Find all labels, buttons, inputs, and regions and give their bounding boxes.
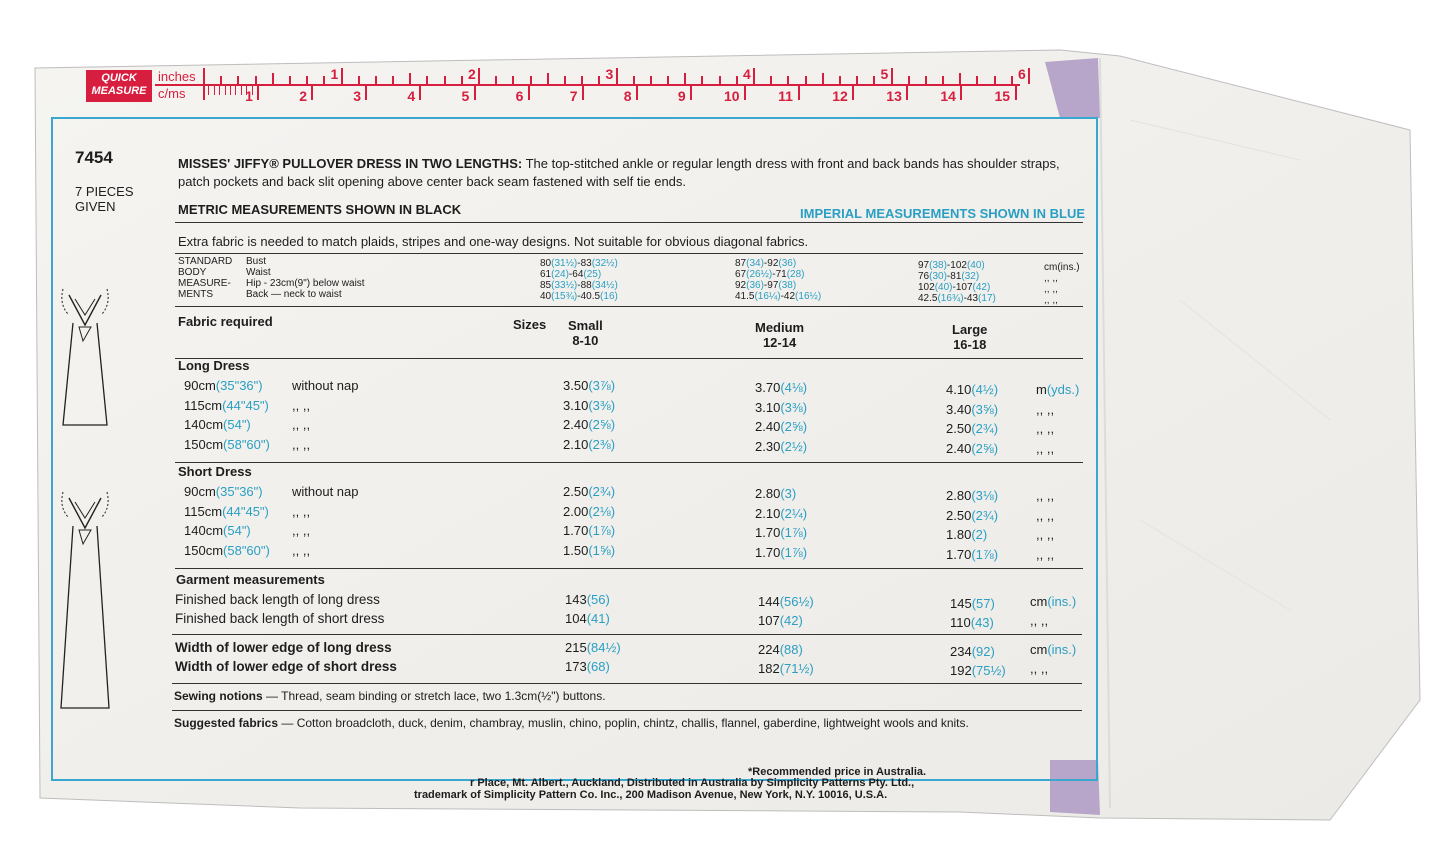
short-row-fabric-width: 115cm(44"45"): [184, 503, 269, 519]
ruler-inch-tick: [289, 76, 291, 84]
long-row-large: 4.10(4½): [946, 382, 999, 397]
long-row-medium: 3.10(3⅜): [755, 399, 808, 415]
garment-row-small: 143(56): [565, 592, 610, 607]
divider-6: [175, 568, 1083, 569]
long-row-medium: 2.30(2½): [755, 438, 808, 454]
long-row-unit: ,, ,,: [1036, 440, 1055, 456]
ruler-inch-tick: [426, 76, 428, 84]
ruler-cm-tick: [798, 86, 800, 100]
garment-heading: Garment measurements: [176, 572, 325, 587]
long-row-fabric-width: 115cm(44"45"): [184, 397, 269, 413]
ruler-cm-number: 3: [353, 88, 362, 104]
ruler-mm-tick: [208, 86, 209, 95]
short-row-nap: without nap: [292, 484, 359, 499]
ruler-inch-tick: [753, 68, 755, 84]
long-row-large: 2.40(2⅝): [946, 440, 999, 456]
garment-row-medium: 144(56½): [758, 594, 814, 609]
short-row-fabric-width: 150cm(58"60"): [184, 542, 270, 558]
body-large-values: 97(38)-102(40) 76(30)-81(32) 102(40)-107(42) 42.5(16¾)-43(17): [918, 260, 996, 304]
long-row-small: 2.40(2⅝): [563, 417, 616, 432]
imperial-note: IMPERIAL MEASUREMENTS SHOWN IN BLUE: [800, 206, 1086, 221]
ruler-inch-number: 5: [880, 66, 889, 82]
quick-measure-badge: [86, 70, 152, 102]
short-row-small: 2.00(2⅛): [563, 503, 616, 519]
ruler-inch-tick: [547, 73, 549, 84]
short-row-unit: ,, ,,: [1036, 507, 1055, 523]
divider-8: [172, 683, 1082, 684]
ruler-cm-tick: [960, 86, 962, 100]
ruler-baseline: [155, 84, 1020, 86]
short-row-nap: ,, ,,: [292, 503, 311, 519]
short-row-large: 1.70(1⅞): [946, 546, 999, 562]
garment-row-label: Finished back length of long dress: [175, 592, 380, 607]
width-row-small: 173(68): [565, 659, 610, 674]
ruler-inch-tick: [237, 76, 239, 84]
long-row-small: 3.50(3⅞): [563, 378, 616, 393]
ruler-inch-number: 6: [1018, 66, 1026, 82]
ruler-cm-tick: [744, 86, 746, 100]
ruler-inch-tick: [959, 73, 961, 84]
long-row-fabric-width: 90cm(35"36"): [184, 378, 263, 393]
divider-9: [172, 710, 1082, 711]
long-dress-heading: Long Dress: [178, 358, 250, 373]
pieces-count: 7 PIECES: [75, 184, 134, 199]
short-row-medium: 1.70(1⅞): [755, 544, 808, 560]
ruler-inch-tick: [822, 73, 824, 84]
short-row-unit: ,, ,,: [1036, 546, 1055, 562]
width-row-small: 215(84½): [565, 640, 621, 655]
price-note: *Recommended price in Australia.: [748, 766, 927, 778]
ruler-inch-tick: [255, 76, 257, 84]
ruler-cm-number: 13: [886, 88, 902, 104]
short-row-medium: 2.80(3): [755, 486, 797, 501]
ruler-inch-tick: [736, 76, 738, 84]
ruler-inch-tick: [444, 76, 446, 84]
ruler-inch-tick: [598, 76, 600, 84]
ruler-inch-tick: [341, 68, 343, 84]
ruler-inch-tick: [203, 68, 205, 84]
long-dress-sketch: [55, 285, 115, 445]
ruler-inch-tick: [461, 76, 463, 84]
ruler-cm-tick: [311, 86, 313, 100]
long-row-large: 2.50(2¾): [946, 421, 999, 436]
fabric-required-heading: Fabric required: [178, 314, 273, 329]
ruler-cm-tick: [257, 86, 259, 100]
body-measure-names: Bust Waist Hip - 23cm(9") below waist Back — neck to waist: [246, 256, 365, 300]
short-row-large: 1.80(2): [946, 527, 988, 542]
ruler-inch-tick: [358, 76, 360, 84]
pattern-number: 7454: [75, 148, 113, 167]
ruler-cm-tick: [365, 86, 367, 100]
size-small: Small 8-10: [568, 318, 603, 348]
ruler-inch-tick: [684, 73, 686, 84]
width-row-label: Width of lower edge of short dress: [175, 659, 397, 674]
ruler-inch-tick: [891, 68, 893, 84]
ruler-inch-tick: [1028, 68, 1030, 84]
long-row-nap: ,, ,,: [292, 417, 311, 432]
short-dress-heading: Short Dress: [178, 464, 252, 479]
ruler-cm-number: 11: [778, 88, 793, 104]
garment-row-large: 145(57): [950, 596, 995, 611]
garment-row-unit: ,, ,,: [1030, 613, 1049, 628]
pieces-given: GIVEN: [75, 199, 116, 214]
ruler-inch-tick: [220, 76, 222, 84]
width-row-label: Width of lower edge of long dress: [175, 640, 392, 655]
ruler-inch-tick: [650, 76, 652, 84]
ruler-cm-number: 15: [994, 88, 1011, 104]
suggested-fabrics: Suggested fabrics — Cotton broadcloth, duck, denim, chambray, muslin, chino, poplin, chintz, challis, flannel, gaberdine, lightweight wools and knits.: [174, 716, 969, 730]
measure-label: MEASURE: [91, 85, 147, 97]
standard-body-label: STANDARD BODY MEASURE- MENTS: [178, 256, 233, 300]
ruler-cm-number: 4: [407, 88, 416, 104]
metric-note: METRIC MEASUREMENTS SHOWN IN BLACK: [178, 202, 462, 217]
ruler-cm-tick: [1015, 86, 1017, 100]
ruler-inch-tick: [375, 76, 377, 84]
short-row-large: 2.50(2¾): [946, 507, 999, 523]
garment-row-small: 104(41): [565, 611, 610, 626]
long-row-fabric-width: 150cm(58"60"): [184, 436, 270, 452]
long-row-unit: ,, ,,: [1036, 421, 1055, 436]
quick-label: QUICK: [101, 72, 137, 84]
ruler-inch-tick: [272, 73, 274, 84]
ruler-cm-tick: [474, 86, 476, 100]
ruler-cm-tick: [636, 86, 638, 100]
description-title: MISSES' JIFFY® PULLOVER DRESS IN TWO LENGTHS:: [178, 156, 523, 171]
garment-row-medium: 107(42): [758, 613, 803, 628]
ruler-inch-tick: [1011, 76, 1013, 84]
ruler-cm-tick: [419, 86, 421, 100]
long-row-small: 2.10(2⅜): [563, 436, 616, 452]
ruler-inch-number: 1: [330, 66, 339, 82]
ruler-cm-tick: [582, 86, 584, 100]
divider-2: [175, 253, 1083, 254]
ruler-inch-tick: [701, 76, 703, 84]
short-row-unit: ,, ,,: [1036, 527, 1055, 542]
size-medium: Medium 12-14: [755, 320, 805, 350]
fabric-note: Extra fabric is needed to match plaids, stripes and one-way designs. Not suitable for obvious diagonal fabrics.: [178, 234, 809, 249]
ruler-inch-number: 4: [743, 66, 751, 82]
ruler-cm-number: 14: [940, 88, 956, 104]
width-row-large: 192(75½): [950, 663, 1006, 678]
body-small-values: 80(31½)-83(32½) 61(24)-64(25) 85(33½)-88(34½) 40(15¾)-40.5(16): [540, 258, 618, 302]
width-row-unit: cm(ins.): [1030, 642, 1077, 657]
short-row-medium: 2.10(2¼): [755, 505, 808, 521]
ruler-inch-tick: [530, 76, 532, 84]
ruler-cm-tick: [906, 86, 908, 100]
ruler-inch-tick: [994, 76, 996, 84]
long-row-nap: without nap: [292, 378, 359, 393]
ruler-inch-tick: [942, 76, 944, 84]
ruler-inch-tick: [805, 76, 807, 84]
ruler-cm-tick: [690, 86, 692, 100]
garment-row-label: Finished back length of short dress: [175, 611, 385, 626]
width-row-medium: 182(71½): [758, 661, 814, 676]
short-row-small: 2.50(2¾): [563, 484, 616, 499]
long-row-unit: ,, ,,: [1036, 401, 1055, 417]
divider-4: [175, 358, 1083, 359]
ruler-inch-tick: [719, 76, 721, 84]
ruler-inch-tick: [787, 76, 789, 84]
distributor-line: r Place, Mt. Albert., Auckland, Distributed in Australia by Simplicity Patterns Pty. Ltd.,: [470, 777, 915, 789]
ruler-inch-tick: [770, 76, 772, 84]
long-row-unit: m(yds.): [1036, 382, 1080, 397]
ruler-cm-number: 6: [515, 88, 524, 104]
long-row-nap: ,, ,,: [292, 397, 311, 413]
width-row-medium: 224(88): [758, 642, 803, 657]
ruler-cm-number: 1: [245, 88, 253, 104]
divider-1: [175, 222, 1083, 223]
divider-3: [175, 306, 1083, 307]
ruler-cm-number: 12: [832, 88, 848, 104]
long-row-nap: ,, ,,: [292, 436, 311, 452]
ruler-inch-tick: [392, 76, 394, 84]
short-row-nap: ,, ,,: [292, 523, 311, 538]
ruler-mm-tick: [219, 86, 220, 95]
ruler-inch-tick: [616, 68, 618, 84]
inches-label: inches: [158, 69, 196, 84]
long-row-small: 3.10(3⅜): [563, 397, 616, 413]
short-row-fabric-width: 90cm(35"36"): [184, 484, 263, 499]
size-large: Large 16-18: [952, 322, 988, 352]
sizes-label: Sizes: [513, 317, 547, 332]
long-row-large: 3.40(3⅝): [946, 401, 999, 417]
cms-label: c/ms: [158, 86, 186, 101]
short-row-large: 2.80(3⅛): [946, 488, 999, 503]
ruler-inch-tick: [839, 76, 841, 84]
long-row-medium: 3.70(4⅛): [755, 380, 808, 395]
body-units: cm(ins.) ,, ,, ,, ,, ,, ,,: [1044, 262, 1080, 306]
divider-5: [175, 462, 1083, 463]
ruler-cm-number: 9: [677, 88, 686, 104]
width-row-large: 234(92): [950, 644, 995, 659]
short-row-nap: ,, ,,: [292, 542, 311, 558]
ruler-inch-number: 3: [605, 66, 614, 82]
short-row-small: 1.50(1⅝): [563, 542, 616, 558]
description: [178, 155, 1088, 191]
ruler-inch-tick: [409, 73, 411, 84]
long-row-fabric-width: 140cm(54"): [184, 417, 251, 432]
garment-row-large: 110(43): [950, 615, 994, 630]
ruler-mm-tick: [235, 86, 236, 95]
ruler-inch-tick: [306, 76, 308, 84]
ruler-inch-tick: [564, 76, 566, 84]
ruler-inch-tick: [873, 76, 875, 84]
ruler-mm-tick: [230, 86, 231, 95]
ruler-inch-tick: [908, 76, 910, 84]
ruler-cm-number: 5: [461, 88, 470, 104]
sewing-notions: Sewing notions — Thread, seam binding or stretch lace, two 1.3cm(½") buttons.: [174, 689, 606, 703]
ruler-inch-tick: [495, 76, 497, 84]
divider-7: [172, 634, 1082, 635]
description-text: The top-stitched ankle or regular length dress with front and back bands has shoulder straps, patch pockets and back slit opening above center back seam fastened with self tie ends.: [178, 156, 1060, 189]
short-row-fabric-width: 140cm(54"): [184, 523, 251, 538]
ruler-cm-number: 10: [724, 88, 740, 104]
ruler-mm-tick: [203, 86, 204, 95]
ruler-inch-number: 2: [468, 66, 476, 82]
short-row-unit: ,, ,,: [1036, 488, 1055, 503]
short-row-medium: 1.70(1⅞): [755, 525, 808, 540]
ruler-cm-number: 8: [623, 88, 632, 104]
trademark-line: trademark of Simplicity Pattern Co. Inc., 200 Madison Avenue, New York, N.Y. 10016, U.S.A.: [414, 789, 888, 801]
body-medium-values: 87(34)-92(36) 67(26½)-71(28) 92(36)-97(38) 41.5(16¼)-42(16½): [735, 258, 822, 302]
garment-row-unit: cm(ins.): [1030, 594, 1077, 609]
ruler-inch-tick: [478, 68, 480, 84]
ruler-inch-tick: [667, 76, 669, 84]
ruler-mm-tick: [225, 86, 226, 95]
ruler-cm-number: 7: [569, 88, 578, 104]
ruler-inch-tick: [581, 76, 583, 84]
ruler-mm-tick: [241, 86, 242, 95]
ruler-cm-tick: [852, 86, 854, 100]
ruler-inch-tick: [925, 76, 927, 84]
ruler-mm-tick: [214, 86, 215, 95]
ruler-cm-tick: [528, 86, 530, 100]
ruler-inch-tick: [512, 76, 514, 84]
width-row-unit: ,, ,,: [1030, 661, 1049, 676]
ruler-inch-tick: [976, 76, 978, 84]
ruler-cm-number: 2: [299, 88, 307, 104]
ruler-inch-tick: [856, 76, 858, 84]
ruler-inch-tick: [633, 76, 635, 84]
short-dress-sketch: [55, 488, 115, 718]
long-row-medium: 2.40(2⅝): [755, 419, 808, 434]
short-row-small: 1.70(1⅞): [563, 523, 616, 538]
ruler-inch-tick: [323, 76, 325, 84]
